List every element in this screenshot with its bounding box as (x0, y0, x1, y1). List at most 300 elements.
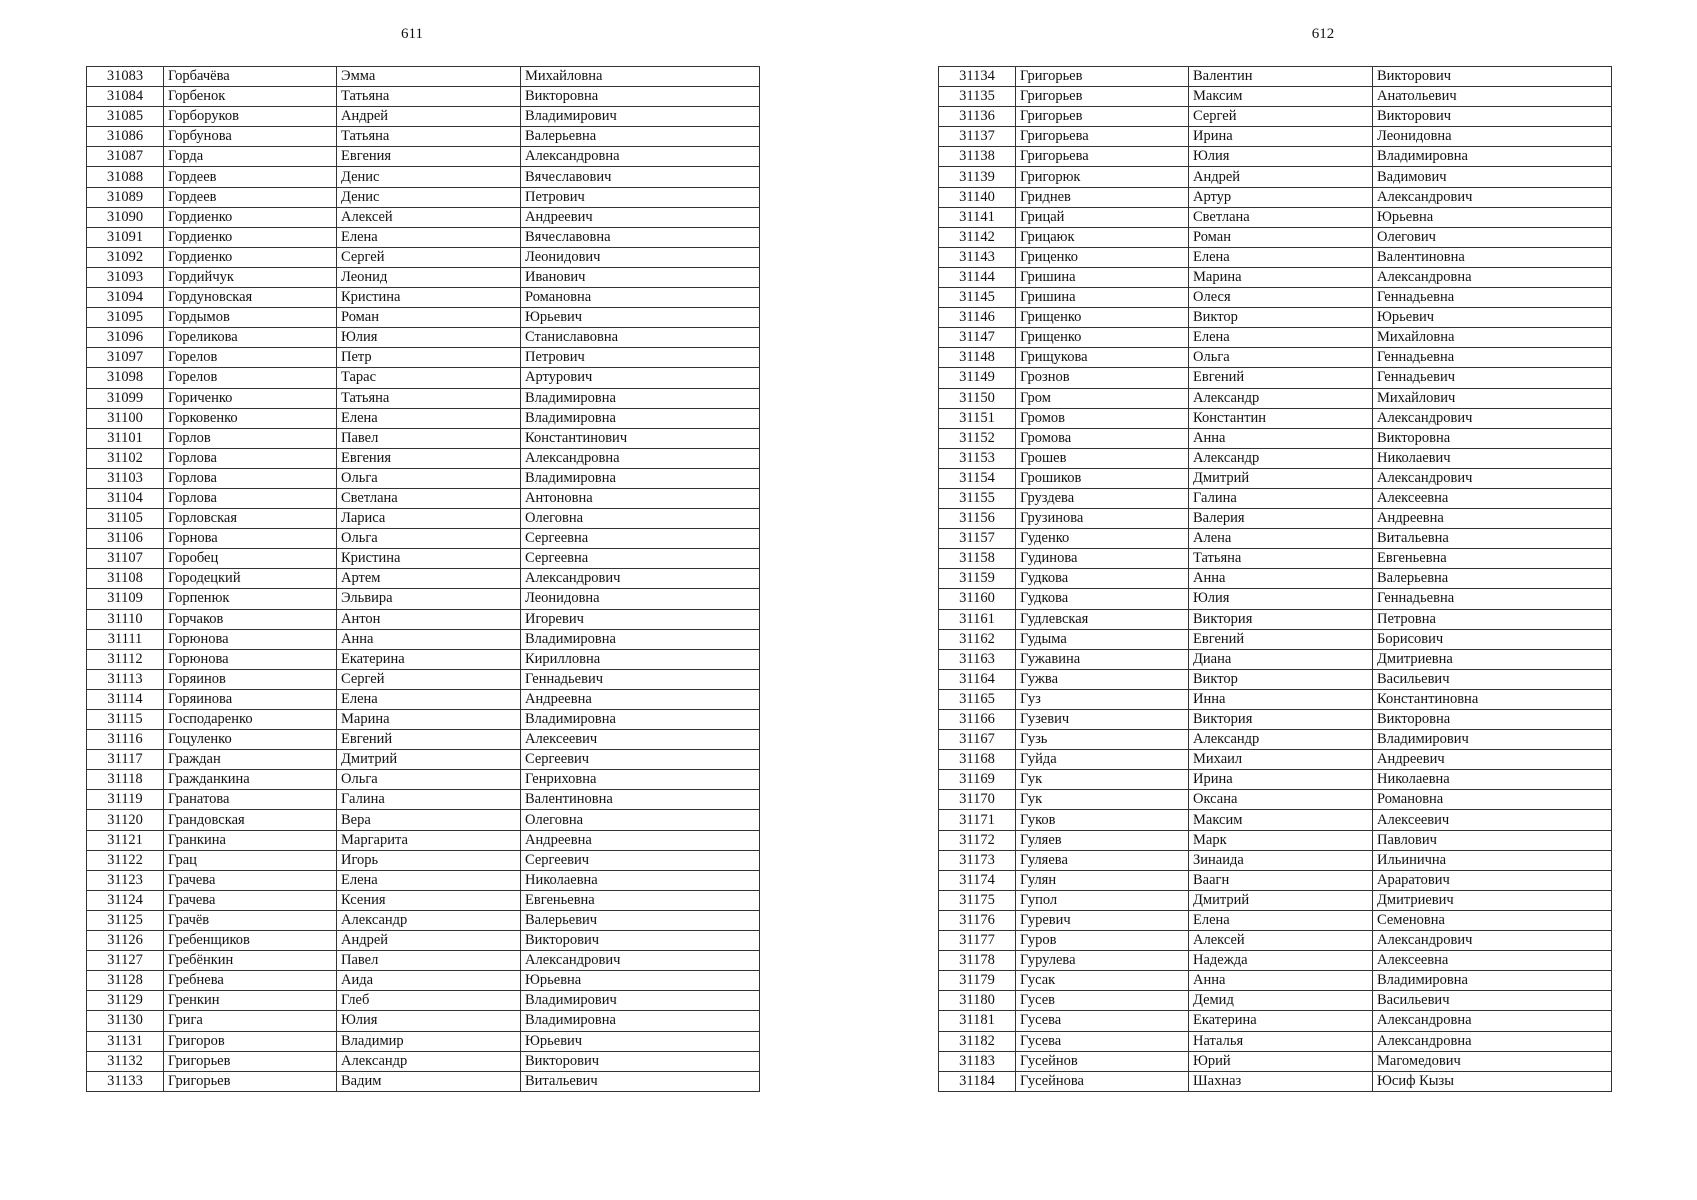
table-row (87, 810, 760, 830)
record-number-cell: 31131 (87, 1031, 164, 1051)
surname-cell: Гуденко (1016, 529, 1189, 549)
table-row (87, 468, 760, 488)
patronymic-cell: Александровна (521, 147, 760, 167)
surname-cell: Григорьев (164, 1051, 337, 1071)
first-name-cell: Павел (337, 951, 521, 971)
patronymic-cell: Леонидович (521, 247, 760, 267)
first-name-cell: Владимир (337, 1031, 521, 1051)
table-row (87, 87, 760, 107)
surname-cell: Городецкий (164, 569, 337, 589)
surname-cell: Гудкова (1016, 589, 1189, 609)
table-row (939, 931, 1612, 951)
table-row (87, 589, 760, 609)
record-number-cell: 31178 (939, 951, 1016, 971)
table-row (87, 910, 760, 930)
surname-cell: Горлов (164, 428, 337, 448)
table-row (939, 207, 1612, 227)
patronymic-cell: Дмитриевна (1373, 649, 1612, 669)
first-name-cell: Юрий (1189, 1051, 1373, 1071)
table-row (939, 730, 1612, 750)
record-number-cell: 31177 (939, 931, 1016, 951)
surname-cell: Гук (1016, 770, 1189, 790)
record-number-cell: 31181 (939, 1011, 1016, 1031)
record-number-cell: 31133 (87, 1071, 164, 1091)
table-row (939, 348, 1612, 368)
patronymic-cell: Алексеевич (1373, 810, 1612, 830)
record-number-cell: 31142 (939, 227, 1016, 247)
surname-cell: Гурулева (1016, 951, 1189, 971)
table-row (87, 669, 760, 689)
first-name-cell: Марина (337, 710, 521, 730)
table-row (87, 288, 760, 308)
record-number-cell: 31093 (87, 267, 164, 287)
record-number-cell: 31169 (939, 770, 1016, 790)
surname-cell: Горобец (164, 549, 337, 569)
record-number-cell: 31158 (939, 549, 1016, 569)
surname-cell: Григорюк (1016, 167, 1189, 187)
record-number-cell: 31089 (87, 187, 164, 207)
surname-cell: Гребёнкин (164, 951, 337, 971)
record-number-cell: 31136 (939, 107, 1016, 127)
surname-cell: Гордымов (164, 308, 337, 328)
surname-cell: Громова (1016, 428, 1189, 448)
record-number-cell: 31096 (87, 328, 164, 348)
record-number-cell: 31156 (939, 509, 1016, 529)
first-name-cell: Артем (337, 569, 521, 589)
patronymic-cell: Александрович (1373, 931, 1612, 951)
table-row (87, 267, 760, 287)
record-number-cell: 31163 (939, 649, 1016, 669)
record-number-cell: 31105 (87, 509, 164, 529)
record-number-cell: 31088 (87, 167, 164, 187)
surname-cell: Горяинов (164, 669, 337, 689)
surname-cell: Горяинова (164, 689, 337, 709)
first-name-cell: Светлана (1189, 207, 1373, 227)
surname-cell: Горбачёва (164, 67, 337, 87)
record-number-cell: 31100 (87, 408, 164, 428)
patronymic-cell: Алексеевна (1373, 951, 1612, 971)
table-row (939, 770, 1612, 790)
table-row (87, 931, 760, 951)
table-row (939, 227, 1612, 247)
patronymic-cell: Викторович (1373, 67, 1612, 87)
first-name-cell: Роман (337, 308, 521, 328)
patronymic-cell: Андреевна (1373, 509, 1612, 529)
first-name-cell: Елена (1189, 328, 1373, 348)
surname-cell: Григорьева (1016, 127, 1189, 147)
first-name-cell: Алексей (1189, 931, 1373, 951)
first-name-cell: Эмма (337, 67, 521, 87)
table-row (87, 951, 760, 971)
record-number-cell: 31104 (87, 488, 164, 508)
surname-cell: Гордиенко (164, 247, 337, 267)
record-number-cell: 31172 (939, 830, 1016, 850)
table-row (939, 107, 1612, 127)
record-number-cell: 31119 (87, 790, 164, 810)
first-name-cell: Максим (1189, 810, 1373, 830)
table-row (939, 910, 1612, 930)
patronymic-cell: Викторович (1373, 107, 1612, 127)
table-row (939, 830, 1612, 850)
first-name-cell: Вера (337, 810, 521, 830)
surname-cell: Грищенко (1016, 308, 1189, 328)
first-name-cell: Светлана (337, 488, 521, 508)
patronymic-cell: Вячеславовна (521, 227, 760, 247)
table-row (87, 1031, 760, 1051)
record-number-cell: 31183 (939, 1051, 1016, 1071)
record-number-cell: 31086 (87, 127, 164, 147)
first-name-cell: Александр (1189, 730, 1373, 750)
table-row (87, 348, 760, 368)
patronymic-cell: Игоревич (521, 609, 760, 629)
first-name-cell: Ксения (337, 890, 521, 910)
first-name-cell: Анна (1189, 428, 1373, 448)
first-name-cell: Ольга (337, 468, 521, 488)
record-number-cell: 31176 (939, 910, 1016, 930)
patronymic-cell: Александрович (521, 569, 760, 589)
first-name-cell: Александр (1189, 388, 1373, 408)
table-row (87, 67, 760, 87)
surname-cell: Грошиков (1016, 468, 1189, 488)
patronymic-cell: Александрович (1373, 468, 1612, 488)
first-name-cell: Валерия (1189, 509, 1373, 529)
record-number-cell: 31130 (87, 1011, 164, 1031)
table-row (939, 750, 1612, 770)
patronymic-cell: Викторовна (1373, 428, 1612, 448)
record-number-cell: 31132 (87, 1051, 164, 1071)
table-row (939, 850, 1612, 870)
table-row (939, 790, 1612, 810)
surname-cell: Граждан (164, 750, 337, 770)
surname-cell: Грицай (1016, 207, 1189, 227)
table-row (87, 247, 760, 267)
first-name-cell: Ольга (337, 770, 521, 790)
surname-cell: Гром (1016, 388, 1189, 408)
table-row (87, 488, 760, 508)
patronymic-cell: Генриховна (521, 770, 760, 790)
surname-cell: Горбенок (164, 87, 337, 107)
surname-cell: Григорьев (1016, 87, 1189, 107)
patronymic-cell: Геннадьевич (521, 669, 760, 689)
first-name-cell: Маргарита (337, 830, 521, 850)
patronymic-cell: Араратович (1373, 870, 1612, 890)
record-number-cell: 31167 (939, 730, 1016, 750)
patronymic-cell: Романовна (521, 288, 760, 308)
patronymic-cell: Владимировна (521, 408, 760, 428)
record-number-cell: 31148 (939, 348, 1016, 368)
patronymic-cell: Борисович (1373, 629, 1612, 649)
table-row (939, 1011, 1612, 1031)
patronymic-cell: Николаевна (1373, 770, 1612, 790)
surname-cell: Гориченко (164, 388, 337, 408)
first-name-cell: Евгения (337, 448, 521, 468)
patronymic-cell: Владимирович (521, 991, 760, 1011)
record-number-cell: 31106 (87, 529, 164, 549)
first-name-cell: Глеб (337, 991, 521, 1011)
surname-cell: Грознов (1016, 368, 1189, 388)
first-name-cell: Максим (1189, 87, 1373, 107)
table-row (939, 368, 1612, 388)
record-number-cell: 31092 (87, 247, 164, 267)
patronymic-cell: Ильинична (1373, 850, 1612, 870)
first-name-cell: Михаил (1189, 750, 1373, 770)
surname-cell: Горелов (164, 348, 337, 368)
patronymic-cell: Александровна (521, 448, 760, 468)
first-name-cell: Алексей (337, 207, 521, 227)
table-row (87, 167, 760, 187)
patronymic-cell: Юсиф Кызы (1373, 1071, 1612, 1091)
first-name-cell: Сергей (337, 247, 521, 267)
surname-cell: Горковенко (164, 408, 337, 428)
first-name-cell: Марина (1189, 267, 1373, 287)
record-number-cell: 31164 (939, 669, 1016, 689)
right-page (848, 0, 1697, 1200)
surname-cell: Гражданкина (164, 770, 337, 790)
first-name-cell: Виктор (1189, 669, 1373, 689)
first-name-cell: Виктория (1189, 609, 1373, 629)
patronymic-cell: Викторовна (521, 87, 760, 107)
surname-cell: Гуляева (1016, 850, 1189, 870)
first-name-cell: Денис (337, 187, 521, 207)
first-name-cell: Константин (1189, 408, 1373, 428)
first-name-cell: Ольга (1189, 348, 1373, 368)
first-name-cell: Анна (1189, 971, 1373, 991)
record-number-cell: 31145 (939, 288, 1016, 308)
patronymic-cell: Андреевна (521, 689, 760, 709)
record-number-cell: 31146 (939, 308, 1016, 328)
patronymic-cell: Юрьевна (521, 971, 760, 991)
surname-cell: Гужавина (1016, 649, 1189, 669)
first-name-cell: Анна (337, 629, 521, 649)
table-row (939, 569, 1612, 589)
patronymic-cell: Владимировна (1373, 147, 1612, 167)
patronymic-cell: Петровна (1373, 609, 1612, 629)
surname-cell: Гордеев (164, 187, 337, 207)
table-row (87, 870, 760, 890)
surname-cell: Гранкина (164, 830, 337, 850)
patronymic-cell: Анатольевич (1373, 87, 1612, 107)
table-row (87, 971, 760, 991)
patronymic-cell: Евгеньевна (1373, 549, 1612, 569)
table-row (939, 549, 1612, 569)
surname-cell: Гордеев (164, 167, 337, 187)
table-row (87, 790, 760, 810)
first-name-cell: Дмитрий (1189, 468, 1373, 488)
table-row (87, 1051, 760, 1071)
table-row (87, 1011, 760, 1031)
record-number-cell: 31138 (939, 147, 1016, 167)
names-table (938, 66, 1612, 1092)
table-row (939, 328, 1612, 348)
patronymic-cell: Магомедович (1373, 1051, 1612, 1071)
surname-cell: Грига (164, 1011, 337, 1031)
patronymic-cell: Андреевна (521, 830, 760, 850)
patronymic-cell: Дмитриевич (1373, 890, 1612, 910)
surname-cell: Гребнева (164, 971, 337, 991)
record-number-cell: 31137 (939, 127, 1016, 147)
surname-cell: Гусак (1016, 971, 1189, 991)
patronymic-cell: Викторович (521, 1051, 760, 1071)
first-name-cell: Эльвира (337, 589, 521, 609)
patronymic-cell: Николаевна (521, 870, 760, 890)
record-number-cell: 31141 (939, 207, 1016, 227)
patronymic-cell: Сергеевич (521, 850, 760, 870)
patronymic-cell: Юрьевич (1373, 308, 1612, 328)
first-name-cell: Диана (1189, 649, 1373, 669)
record-number-cell: 31160 (939, 589, 1016, 609)
first-name-cell: Ирина (1189, 770, 1373, 790)
record-number-cell: 31150 (939, 388, 1016, 408)
table-row (87, 107, 760, 127)
record-number-cell: 31182 (939, 1031, 1016, 1051)
record-number-cell: 31085 (87, 107, 164, 127)
first-name-cell: Игорь (337, 850, 521, 870)
patronymic-cell: Николаевич (1373, 448, 1612, 468)
patronymic-cell: Кирилловна (521, 649, 760, 669)
record-number-cell: 31083 (87, 67, 164, 87)
patronymic-cell: Вадимович (1373, 167, 1612, 187)
patronymic-cell: Александрович (1373, 187, 1612, 207)
patronymic-cell: Александрович (521, 951, 760, 971)
first-name-cell: Тарас (337, 368, 521, 388)
table-row (939, 147, 1612, 167)
record-number-cell: 31084 (87, 87, 164, 107)
table-row (87, 388, 760, 408)
surname-cell: Гусейнов (1016, 1051, 1189, 1071)
record-number-cell: 31123 (87, 870, 164, 890)
record-number-cell: 31161 (939, 609, 1016, 629)
first-name-cell: Татьяна (337, 87, 521, 107)
record-number-cell: 31126 (87, 931, 164, 951)
patronymic-cell: Андреевич (521, 207, 760, 227)
record-number-cell: 31110 (87, 609, 164, 629)
record-number-cell: 31091 (87, 227, 164, 247)
patronymic-cell: Владимировна (521, 388, 760, 408)
first-name-cell: Аида (337, 971, 521, 991)
patronymic-cell: Александровна (1373, 1031, 1612, 1051)
record-number-cell: 31149 (939, 368, 1016, 388)
record-number-cell: 31180 (939, 991, 1016, 1011)
table-row (939, 428, 1612, 448)
record-number-cell: 31159 (939, 569, 1016, 589)
patronymic-cell: Сергеевич (521, 750, 760, 770)
patronymic-cell: Владимировна (521, 629, 760, 649)
patronymic-cell: Алексеевна (1373, 488, 1612, 508)
first-name-cell: Наталья (1189, 1031, 1373, 1051)
surname-cell: Горлова (164, 468, 337, 488)
record-number-cell: 31184 (939, 1071, 1016, 1091)
surname-cell: Григоров (164, 1031, 337, 1051)
surname-cell: Господаренко (164, 710, 337, 730)
first-name-cell: Кристина (337, 549, 521, 569)
first-name-cell: Дмитрий (1189, 890, 1373, 910)
surname-cell: Гордуновская (164, 288, 337, 308)
surname-cell: Гордиенко (164, 207, 337, 227)
patronymic-cell: Иванович (521, 267, 760, 287)
surname-cell: Горлова (164, 448, 337, 468)
first-name-cell: Кристина (337, 288, 521, 308)
record-number-cell: 31120 (87, 810, 164, 830)
surname-cell: Гузевич (1016, 710, 1189, 730)
table-row (87, 428, 760, 448)
left-page (0, 0, 848, 1200)
record-number-cell: 31139 (939, 167, 1016, 187)
table-row (939, 810, 1612, 830)
patronymic-cell: Сергеевна (521, 549, 760, 569)
record-number-cell: 31090 (87, 207, 164, 227)
surname-cell: Грищенко (1016, 328, 1189, 348)
surname-cell: Григорьев (1016, 107, 1189, 127)
surname-cell: Гоцуленко (164, 730, 337, 750)
table-row (939, 951, 1612, 971)
surname-cell: Гузь (1016, 730, 1189, 750)
first-name-cell: Сергей (1189, 107, 1373, 127)
table-row (939, 288, 1612, 308)
first-name-cell: Леонид (337, 267, 521, 287)
record-number-cell: 31174 (939, 870, 1016, 890)
record-number-cell: 31112 (87, 649, 164, 669)
record-number-cell: 31170 (939, 790, 1016, 810)
first-name-cell: Анна (1189, 569, 1373, 589)
surname-cell: Гришина (1016, 267, 1189, 287)
surname-cell: Грицаюк (1016, 227, 1189, 247)
table-row (939, 971, 1612, 991)
first-name-cell: Демид (1189, 991, 1373, 1011)
table-row (87, 549, 760, 569)
table-row (87, 529, 760, 549)
table-row (939, 1051, 1612, 1071)
table-row (87, 890, 760, 910)
surname-cell: Гранатова (164, 790, 337, 810)
first-name-cell: Павел (337, 428, 521, 448)
record-number-cell: 31094 (87, 288, 164, 308)
table-row (87, 147, 760, 167)
patronymic-cell: Владимировна (1373, 971, 1612, 991)
table-row (87, 770, 760, 790)
patronymic-cell: Артурович (521, 368, 760, 388)
first-name-cell: Галина (1189, 488, 1373, 508)
record-number-cell: 31121 (87, 830, 164, 850)
patronymic-cell: Алексеевич (521, 730, 760, 750)
surname-cell: Гужва (1016, 669, 1189, 689)
first-name-cell: Евгений (337, 730, 521, 750)
surname-cell: Григорьева (1016, 147, 1189, 167)
patronymic-cell: Константиновна (1373, 689, 1612, 709)
first-name-cell: Галина (337, 790, 521, 810)
table-row (87, 1071, 760, 1091)
first-name-cell: Надежда (1189, 951, 1373, 971)
surname-cell: Гуз (1016, 689, 1189, 709)
surname-cell: Гудлевская (1016, 609, 1189, 629)
record-number-cell: 31095 (87, 308, 164, 328)
first-name-cell: Елена (1189, 910, 1373, 930)
record-number-cell: 31157 (939, 529, 1016, 549)
first-name-cell: Юлия (1189, 589, 1373, 609)
record-number-cell: 31155 (939, 488, 1016, 508)
table-row (939, 669, 1612, 689)
page-number: 611 (401, 26, 423, 42)
record-number-cell: 31134 (939, 67, 1016, 87)
first-name-cell: Александр (337, 1051, 521, 1071)
patronymic-cell: Валентиновна (521, 790, 760, 810)
table-row (939, 629, 1612, 649)
record-number-cell: 31168 (939, 750, 1016, 770)
table-row (939, 710, 1612, 730)
patronymic-cell: Олеговна (521, 509, 760, 529)
patronymic-cell: Олегович (1373, 227, 1612, 247)
first-name-cell: Ольга (337, 529, 521, 549)
table-row (939, 267, 1612, 287)
